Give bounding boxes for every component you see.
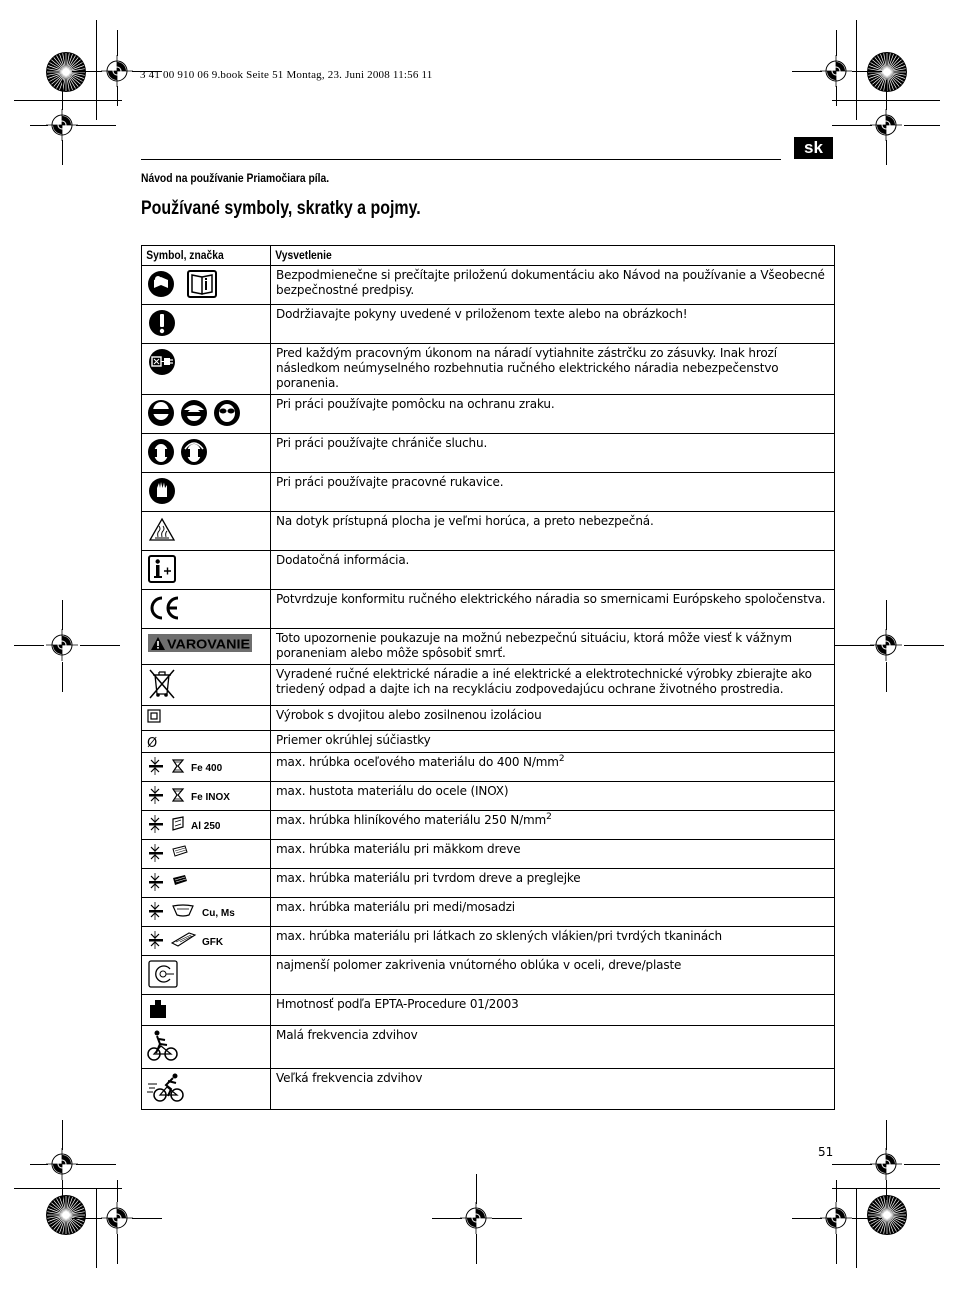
symbol-cell [142, 590, 271, 629]
table-row [142, 898, 835, 927]
info-icon [147, 554, 177, 584]
explanation-text: Potvrdzuje konformitu ručného elektrického náradia so smernicami Európskeho spoločenstva. [276, 592, 826, 606]
document-subtitle: Návod na používanie Priamočiara píla. [141, 171, 330, 185]
explanation-cell [271, 512, 835, 551]
header-rule [141, 159, 781, 160]
varovanie-label-text: VAROVANIE [167, 636, 251, 652]
explanation-cell [271, 344, 835, 395]
column-header-symbol: Symbol, značka [142, 246, 271, 266]
eye-protection-icon [147, 398, 242, 428]
table-row [142, 1026, 835, 1069]
symbol-cell [142, 551, 271, 590]
explanation-text: max. hrúbka materiálu pri látkach zo sklených vlákien/pri tvrdých tkaninách [276, 929, 722, 943]
explanation-text: Veľká frekvencia zdvihov [276, 1071, 423, 1085]
table-row [142, 731, 835, 753]
table-row [142, 473, 835, 512]
table-row [142, 811, 835, 840]
explanation-cell [271, 995, 835, 1026]
explanation-cell [271, 1026, 835, 1069]
symbol-cell [142, 811, 271, 840]
material-label: GFK [202, 937, 224, 948]
explanation-text: Dodržiavajte pokyny uvedené v priloženom texte alebo na obrázkoch! [276, 307, 688, 321]
curve-radius-icon [147, 959, 179, 989]
ce-mark-icon [147, 593, 181, 623]
table-row [142, 590, 835, 629]
explanation-text: Pred každým pracovným úkonom na náradí vytiahnite zástrčku zo zásuvky. Inak hrozí následkom neúmyselného rozbehnutia ručného elektrického náradia nebezpečenstvo poranenia. [276, 346, 779, 390]
symbol-cell [142, 753, 271, 782]
table-row [142, 956, 835, 995]
explanation-text: Priemer okrúhlej súčiastky [276, 733, 431, 747]
symbol-cell [142, 731, 271, 753]
explanation-cell [271, 927, 835, 956]
symbol-cell [142, 995, 271, 1026]
symbol-cell [142, 434, 271, 473]
explanation-cell [271, 869, 835, 898]
explanation-text: Bezpodmienečne si prečítajte priloženú dokumentáciu ako Návod na používanie a Všeobecné bezpečnostné predpisy. [276, 268, 825, 297]
explanation-text: max. hrúbka hliníkového materiálu 250 N/mm [276, 813, 547, 827]
explanation-text: Dodatočná informácia. [276, 553, 410, 567]
weight-icon [147, 998, 169, 1020]
explanation-cell [271, 782, 835, 811]
explanation-cell [271, 590, 835, 629]
explanation-text: max. hustota materiálu do ocele (INOX) [276, 784, 509, 798]
explanation-cell [271, 473, 835, 512]
explanation-cell [271, 665, 835, 706]
explanation-cell [271, 753, 835, 782]
material-label: Al 250 [191, 821, 221, 832]
symbol-cell [142, 395, 271, 434]
explanation-text: Na dotyk prístupná plocha je veľmi horúca, a preto nebezpečná. [276, 514, 654, 528]
explanation-text: Toto upozornenie poukazuje na možnú nebezpečnú situáciu, ktorá môže viesť k vážnym poraneniam alebo môže spôsobiť smrť. [276, 631, 792, 660]
table-row [142, 869, 835, 898]
explanation-cell [271, 434, 835, 473]
explanation-text: max. hrúbka materiálu pri medi/mosadzi [276, 900, 515, 914]
explanation-cell [271, 629, 835, 665]
table-row [142, 305, 835, 344]
symbol-cell [142, 1069, 271, 1110]
table-row [142, 266, 835, 305]
explanation-cell [271, 898, 835, 927]
varovanie-label-icon [147, 632, 255, 654]
symbol-cell [142, 305, 271, 344]
material-label: Fe INOX [191, 792, 230, 803]
symbol-cell [142, 706, 271, 731]
symbol-cell [142, 898, 271, 927]
symbol-cell [142, 473, 271, 512]
explanation-cell [271, 731, 835, 753]
table-row [142, 840, 835, 869]
explanation-text: max. hrúbka oceľového materiálu do 400 N/mm [276, 755, 559, 769]
explanation-cell [271, 395, 835, 434]
explanation-cell [271, 1069, 835, 1110]
symbol-cell [142, 266, 271, 305]
column-header-explanation: Vysvetlenie [271, 246, 835, 266]
superscript: 2 [546, 812, 552, 822]
table-row [142, 551, 835, 590]
diameter-icon: Ø [147, 736, 158, 751]
table-row [142, 665, 835, 706]
explanation-cell [271, 956, 835, 995]
symbol-cell [142, 869, 271, 898]
table-row [142, 434, 835, 473]
explanation-cell [271, 706, 835, 731]
table-row [142, 927, 835, 956]
explanation-cell [271, 305, 835, 344]
explanation-cell [271, 551, 835, 590]
explanation-text: Hmotnosť podľa EPTA-Procedure 01/2003 [276, 997, 519, 1011]
table-row [142, 629, 835, 665]
symbol-cell [142, 927, 271, 956]
table-row [142, 395, 835, 434]
explanation-cell [271, 840, 835, 869]
inox-thickness-icon [147, 785, 257, 805]
table-row [142, 995, 835, 1026]
table-row [142, 753, 835, 782]
explanation-text: Pri práci používajte chrániče sluchu. [276, 436, 488, 450]
table-row [142, 782, 835, 811]
language-badge: sk [794, 137, 833, 159]
explanation-text: Výrobok s dvojitou alebo zosilnenou izoláciou [276, 708, 542, 722]
gloves-icon [147, 476, 177, 506]
fiberglass-thickness-icon [147, 930, 257, 950]
document-title: Používané symboly, skratky a pojmy. [141, 198, 421, 219]
table-header-row [142, 246, 835, 266]
symbol-cell [142, 344, 271, 395]
steel-thickness-icon [147, 756, 257, 776]
unplug-icon [147, 347, 177, 377]
explanation-text: Pri práci používajte pracovné rukavice. [276, 475, 504, 489]
symbol-cell [142, 956, 271, 995]
symbol-cell [142, 1026, 271, 1069]
softwood-thickness-icon [147, 843, 257, 863]
explanation-text: max. hrúbka materiálu pri mäkkom dreve [276, 842, 521, 856]
explanation-text: Malá frekvencia zdvihov [276, 1028, 418, 1042]
table-row [142, 706, 835, 731]
explanation-cell [271, 266, 835, 305]
book-info-line: 3 41 00 910 06 9.book Seite 51 Montag, 23. Juni 2008 11:56 11 [140, 69, 433, 81]
material-label: Cu, Ms [202, 908, 235, 919]
hardwood-thickness-icon [147, 872, 257, 892]
copper-brass-thickness-icon [147, 901, 257, 921]
table-row [142, 344, 835, 395]
symbol-cell [142, 782, 271, 811]
ear-protection-icon [147, 437, 211, 467]
symbol-cell [142, 665, 271, 706]
symbol-cell [142, 840, 271, 869]
table-row [142, 512, 835, 551]
hot-surface-icon [147, 515, 177, 545]
symbol-cell [142, 512, 271, 551]
table-row [142, 1069, 835, 1110]
symbol-cell [142, 629, 271, 665]
explanation-text: najmenší polomer zakrivenia vnútorného oblúka v oceli, dreve/plaste [276, 958, 682, 972]
fast-cyclist-icon [147, 1072, 185, 1104]
explanation-text: Vyradené ručné elektrické náradie a iné elektrické a elektrotechnické výrobky zbierajte ako triedený odpad a dajte ich na recykláciu zodpovedajúcu ochrane životného prostredia. [276, 667, 812, 696]
page-number: 51 [818, 1145, 834, 1159]
superscript: 2 [558, 754, 565, 764]
explanation-text: max. hrúbka materiálu pri tvrdom dreve a preglejke [276, 871, 581, 885]
slow-cyclist-icon [147, 1029, 179, 1063]
explanation-text: Pri práci používajte pomôcku na ochranu zraku. [276, 397, 555, 411]
aluminium-thickness-icon [147, 814, 257, 834]
explanation-cell [271, 811, 835, 840]
symbols-table [141, 245, 835, 1110]
read-manual-icon [147, 269, 237, 299]
double-insulation-icon [147, 709, 163, 725]
material-label: Fe 400 [191, 763, 223, 774]
crossed-bin-icon [147, 668, 177, 700]
warning-exclamation-icon [147, 308, 177, 338]
